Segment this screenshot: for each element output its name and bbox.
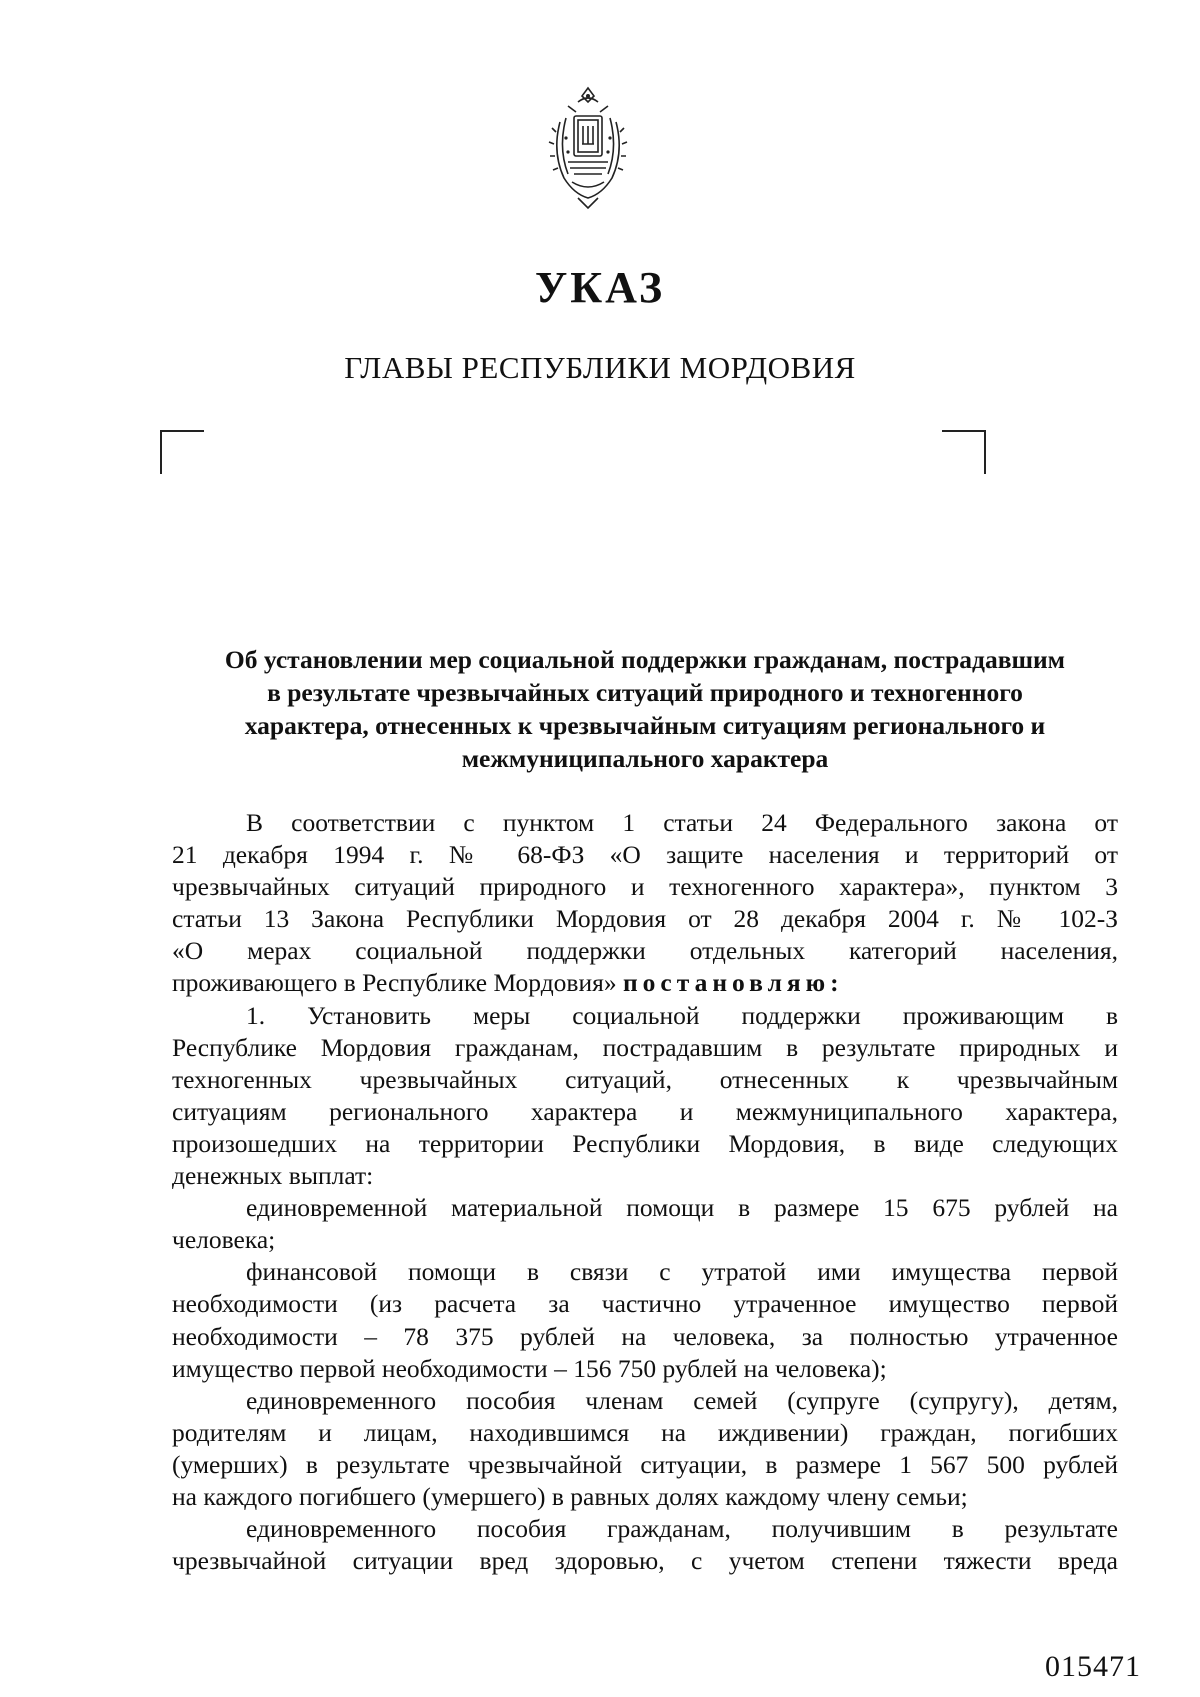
body-text-line-content: денежных выплат: xyxy=(172,1161,374,1191)
address-corner-mark-left xyxy=(160,430,204,474)
body-text-line xyxy=(172,1321,1118,1353)
body-text-line xyxy=(172,1545,1118,1577)
body-text-line xyxy=(172,903,1118,935)
body-text-line xyxy=(172,807,1118,839)
body-text-line-content: человека; xyxy=(172,1225,276,1255)
body-text-line-content: необходимости (из расчета за частично утраченное имущество первой xyxy=(172,1289,1118,1319)
body-text-line-content: «О мерах социальной поддержки отдельных категорий населения, xyxy=(172,936,1118,966)
body-text-line xyxy=(172,1385,1118,1417)
body-text-line-content: имущество первой необходимости – 156 750 рублей на человека); xyxy=(172,1353,887,1383)
body-text-line xyxy=(172,1160,1118,1192)
body-text-line-content: 1. Установить меры социальной поддержки проживающим в xyxy=(246,1000,1118,1030)
decree-body xyxy=(172,807,1118,1577)
decree-title-line: в результате чрезвычайных ситуаций природного и техногенного xyxy=(267,678,1023,707)
body-text-line-content: ситуациям регионального характера и межмуниципального характера, xyxy=(172,1096,1118,1126)
body-text-line xyxy=(172,871,1118,903)
body-text-line-content: единовременной материальной помощи в размере 15 675 рублей на xyxy=(246,1193,1118,1223)
body-text-line xyxy=(172,967,1118,999)
body-text-line xyxy=(172,1417,1118,1449)
document-serial-number: 015471 xyxy=(1045,1650,1141,1683)
body-text-line xyxy=(172,1000,1118,1032)
body-text-line-content: единовременного пособия членам семей (супруге (супругу), детям, xyxy=(246,1385,1118,1415)
body-text-line xyxy=(172,1513,1118,1545)
body-text-line xyxy=(172,1256,1118,1288)
body-text-line-content: родителям и лицам, находившимся на иждивении) граждан, погибших xyxy=(172,1417,1118,1447)
body-text-line-content: статьи 13 Закона Республики Мордовия от 28 декабря 2004 г. № 102-З xyxy=(172,904,1118,934)
body-text-line xyxy=(172,1192,1118,1224)
body-text-line-content: техногенных чрезвычайных ситуаций, отнесенных к чрезвычайным xyxy=(172,1064,1118,1094)
decree-title-line: межмуниципального характера xyxy=(461,744,829,773)
body-text-line-content: Республике Мордовия гражданам, пострадавшим в результате природных и xyxy=(172,1032,1118,1062)
body-text-line-content: (умерших) в результате чрезвычайной ситуации, в размере 1 567 500 рублей xyxy=(172,1449,1118,1479)
address-corner-mark-right xyxy=(942,430,986,474)
body-text-line-content: финансовой помощи в связи с утратой ими имущества первой xyxy=(246,1257,1118,1287)
republic-emblem-icon xyxy=(538,82,638,212)
body-text-line xyxy=(172,1224,1118,1256)
body-text-line xyxy=(172,1128,1118,1160)
body-text-line xyxy=(172,1481,1118,1513)
body-text-line xyxy=(172,839,1118,871)
decree-title xyxy=(170,643,1120,775)
document-type-heading: УКАЗ xyxy=(534,263,666,312)
body-text-line-content: произошедших на территории Республики Мордовия, в виде следующих xyxy=(172,1128,1118,1158)
body-text-line-content: чрезвычайной ситуации вред здоровью, с учетом степени тяжести вреда xyxy=(172,1546,1118,1576)
body-text-line-content: на каждого погибшего (умершего) в равных долях каждому члену семьи; xyxy=(172,1481,968,1511)
body-text-line-content: необходимости – 78 375 рублей на человека, за полностью утраченное xyxy=(172,1321,1118,1351)
body-text-line xyxy=(172,935,1118,967)
body-text-line-content: чрезвычайных ситуаций природного и техногенного характера», пунктом 3 xyxy=(172,872,1118,902)
decree-title-line: Об установлении мер социальной поддержки гражданам, пострадавшим xyxy=(224,645,1066,674)
body-text-line xyxy=(172,1064,1118,1096)
body-text-line-content: 21 декабря 1994 г. № 68-ФЗ «О защите населения и территорий от xyxy=(172,840,1118,870)
resolution-keyword: постановляю: xyxy=(622,968,844,998)
body-text-line-content: В соответствии с пунктом 1 статьи 24 Федерального закона от xyxy=(246,808,1118,837)
body-text-line-content: единовременного пособия гражданам, получившим в результате xyxy=(246,1514,1118,1544)
decree-title-line: характера, отнесенных к чрезвычайным ситуациям регионального и xyxy=(244,711,1046,740)
body-text-line-content: проживающего в Республике Мордовия» xyxy=(172,968,617,998)
body-text-line xyxy=(172,1288,1118,1320)
body-text-line xyxy=(172,1449,1118,1481)
body-text-line xyxy=(172,1096,1118,1128)
body-text-line xyxy=(172,1353,1118,1385)
issuer-heading: ГЛАВЫ РЕСПУБЛИКИ МОРДОВИЯ xyxy=(344,350,856,385)
body-text-line xyxy=(172,1032,1118,1064)
